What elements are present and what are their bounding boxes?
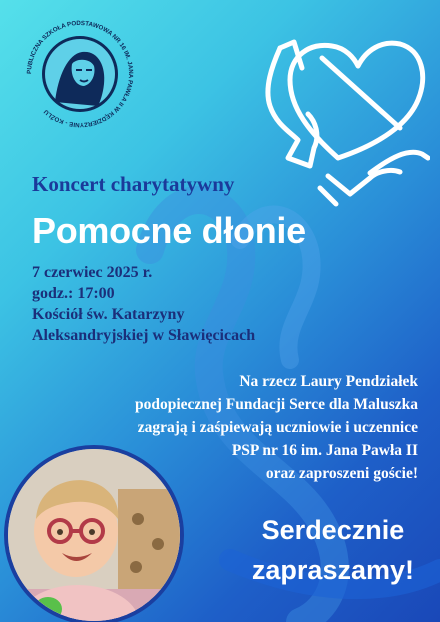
closing-line2: zapraszamy! (251, 555, 414, 585)
child-photo-illustration (8, 449, 180, 621)
child-photo (4, 445, 184, 622)
message-line: PSP nr 16 im. Jana Pawła II (231, 442, 418, 459)
event-title: Pomocne dłonie (32, 210, 306, 251)
message-line: podopiecznej Fundacji Serce dla Maluszka (134, 396, 418, 413)
message-line: zagrają i zaśpiewają uczniowie i uczennice (137, 419, 418, 436)
event-message (118, 370, 418, 485)
event-time: godz.: 17:00 (32, 285, 115, 302)
svg-text:PUBLICZNA SZKOŁA PODSTAWOWA NR: PUBLICZNA SZKOŁA PODSTAWOWA NR 16 IM. JANA PAWŁA II W KĘDZIERZYNIE - KOŹLU (25, 19, 135, 129)
event-details (32, 262, 255, 346)
event-place-line2: Aleksandryjskiej w Sławięcicach (32, 327, 256, 344)
event-place-line1: Kościół św. Katarzyny (32, 306, 185, 323)
message-line: Na rzecz Laury Pendziałek (239, 373, 418, 390)
event-date: 7 czerwiec 2025 r. (32, 264, 153, 281)
closing-line1: Serdecznie (261, 515, 405, 545)
event-subtitle: Koncert charytatywny (32, 172, 235, 196)
hands-holding-heart-icon (250, 8, 430, 208)
message-line: oraz zaproszeni goście! (265, 465, 418, 482)
closing-invitation (252, 510, 414, 590)
school-logo-icon (20, 14, 140, 134)
